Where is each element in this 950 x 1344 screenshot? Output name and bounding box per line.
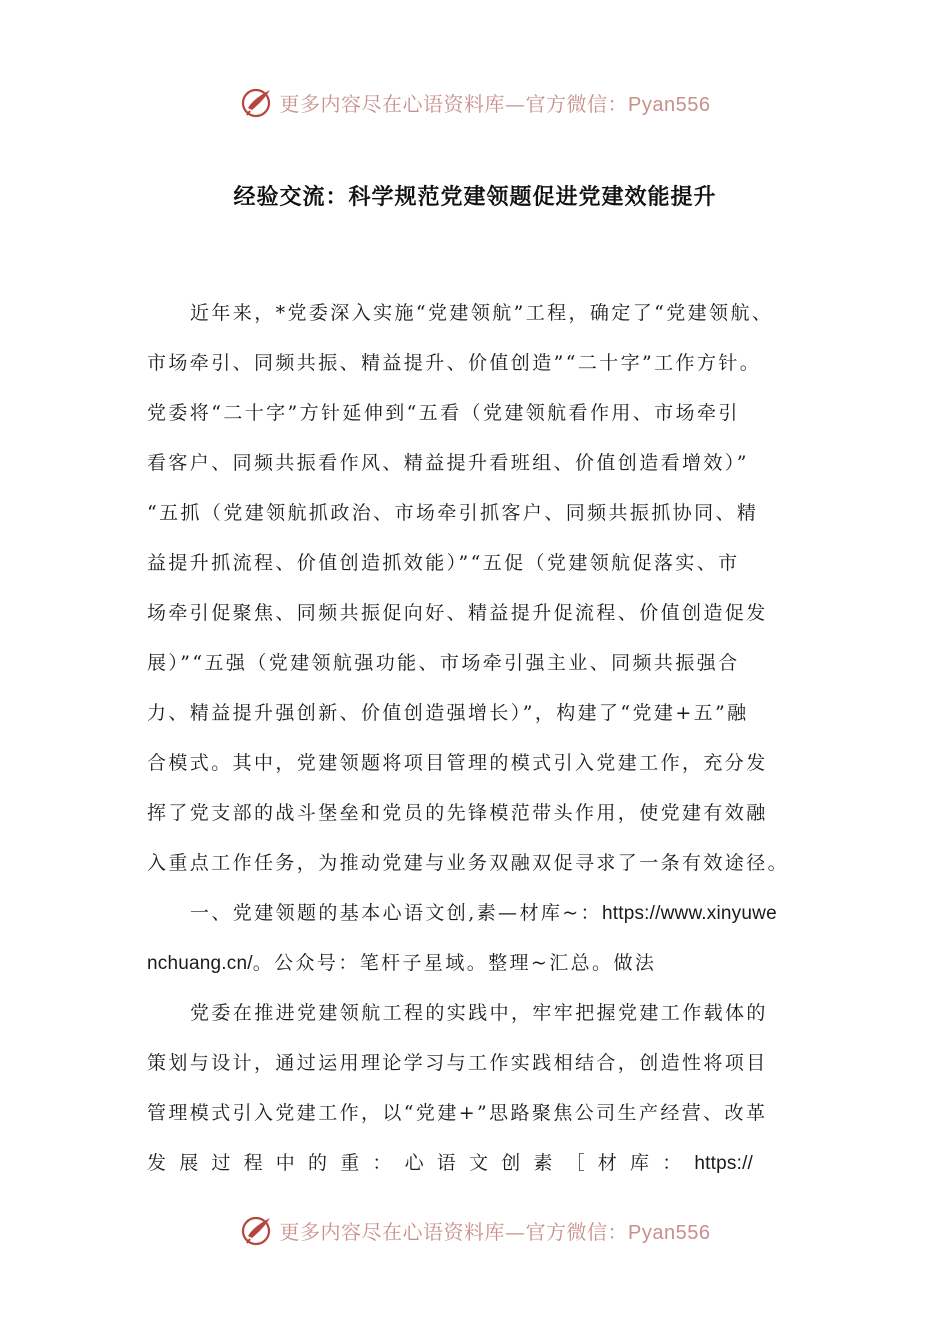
paragraph-line: 合模式。其中，党建领题将项目管理的模式引入党建工作，充分发 xyxy=(147,752,768,774)
document-title: 经验交流：科学规范党建领题促进党建效能提升 xyxy=(233,184,717,210)
paragraph-line: 策划与设计，通过运用理论学习与工作实践相结合，创造性将项目 xyxy=(147,1052,768,1074)
paragraph-line: 管理模式引入党建工作，以“党建+”思路聚焦公司生产经营、改革 xyxy=(147,1102,768,1124)
watermark-text: 更多内容尽在心语资料库—官方微信：Pyan556 xyxy=(279,91,711,116)
paragraph-line: 挥了党支部的战斗堡垒和党员的先锋模范带头作用，使党建有效融 xyxy=(147,802,768,824)
paragraph-line: 发展过程中的重：心语文创素［材库：https:// xyxy=(147,1152,754,1174)
wechat-id: Pyan556 xyxy=(628,1221,711,1244)
paragraph-line: 近年来，*党委深入实施“党建领航”工程，确定了“党建领航、 xyxy=(190,302,774,324)
quill-logo-icon xyxy=(240,84,276,120)
document-body xyxy=(147,288,807,1188)
paragraph-line: 入重点工作任务，为推动党建与业务双融双促寻求了一条有效途径。 xyxy=(147,852,790,874)
section-heading-line: 一、党建领题的基本心语文创,素—材库~：https://www.xinyuwe xyxy=(190,902,777,924)
paragraph-line: “五抓（党建领航抓政治、市场牵引抓客户、同频共振抓协同、精 xyxy=(147,502,759,524)
paragraph-line: 场牵引促聚焦、同频共振促向好、精益提升促流程、价值创造促发 xyxy=(147,602,768,624)
paragraph-line: 看客户、同频共振看作风、精益提升看班组、价值创造看增效）” xyxy=(147,452,749,474)
watermark-banner-top xyxy=(0,82,950,122)
paragraph-line: nchuang.cn/。公众号：笔杆子星域。整理~汇总。做法 xyxy=(147,952,657,974)
wechat-id: Pyan556 xyxy=(628,93,711,116)
url-text: https://www.xinyuwe xyxy=(601,903,777,924)
url-text: nchuang.cn/ xyxy=(147,953,253,974)
quill-logo-icon xyxy=(240,1212,276,1248)
url-text: https:// xyxy=(694,1153,754,1174)
paragraph-line: 市场牵引、同频共振、精益提升、价值创造”“二十字”工作方针。 xyxy=(147,352,762,374)
paragraph-line: 力、精益提升强创新、价值创造强增长）”，构建了“党建+五”融 xyxy=(147,702,749,724)
paragraph-line: 益提升抓流程、价值创造抓效能）”“五促（党建领航促落实、市 xyxy=(147,552,740,574)
paragraph-line: 党委将“二十字”方针延伸到“五看（党建领航看作用、市场牵引 xyxy=(147,402,740,424)
watermark-text: 更多内容尽在心语资料库—官方微信：Pyan556 xyxy=(279,1219,711,1244)
paragraph-line: 展）”“五强（党建领航强功能、市场牵引强主业、同频共振强合 xyxy=(147,652,740,674)
watermark-banner-bottom xyxy=(0,1210,950,1250)
paragraph-line: 党委在推进党建领航工程的实践中，牢牢把握党建工作载体的 xyxy=(190,1002,768,1024)
